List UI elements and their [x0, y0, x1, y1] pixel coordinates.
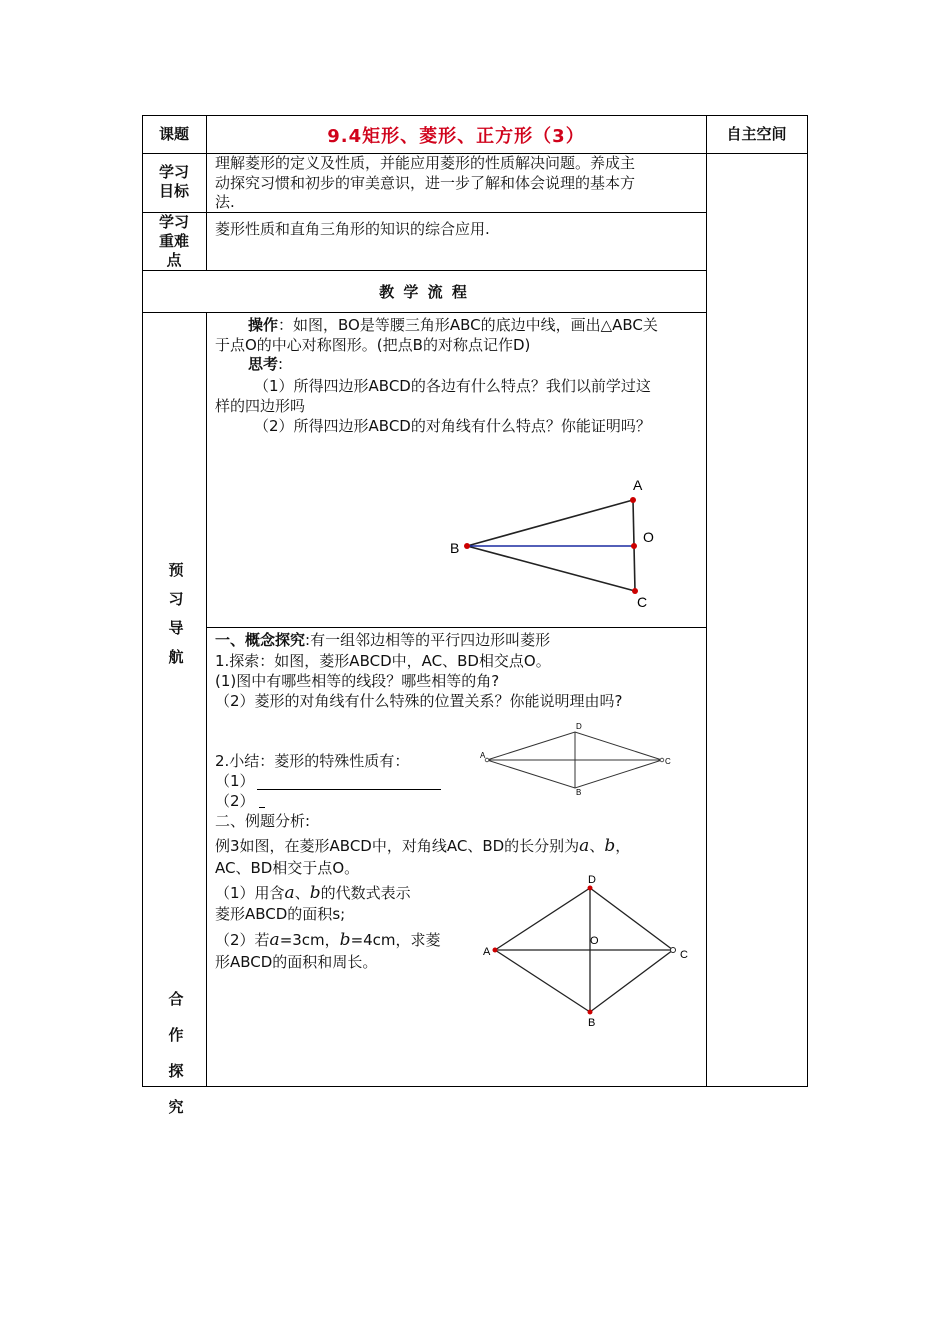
objectives-line-1: 理解菱形的定义及性质，并能应用菱形的性质解决问题。养成主 [215, 154, 636, 172]
variable-b: b [309, 883, 321, 903]
small-label-d: D [576, 722, 582, 731]
operation-text: ：如图，BO是等腰三角形ABC的底边中线，画出△ABC关 [278, 316, 658, 334]
variable-a: a [269, 930, 280, 950]
objectives-line-2: 动探究习惯和初步的审美意识，进一步了解和体会说理的基本方 [215, 174, 636, 192]
example-question-1-line-2: 菱形ABCD的面积s; [215, 905, 346, 923]
summary-item-2: （2） [215, 792, 255, 810]
think-title: 思考 [248, 355, 279, 373]
big-label-a: A [483, 946, 491, 958]
operation-title: 操作 [248, 316, 279, 334]
question-1-line-2: 样的四边形吗 [215, 397, 306, 415]
ex-q2-b-value: =4cm，求菱 [350, 931, 441, 949]
label-a: A [633, 477, 643, 493]
free-space-label: 自主空间 [726, 125, 787, 143]
label-o: O [643, 529, 654, 545]
example-title: 二、例题分析: [215, 812, 311, 830]
separator: 、 [294, 884, 310, 902]
small-label-b: B [576, 788, 582, 797]
small-label-c: C [665, 757, 671, 766]
example-question-2-line-2: 形ABCD的面积和周长。 [215, 953, 378, 971]
variable-a: a [284, 883, 295, 903]
big-label-o: O [590, 935, 599, 947]
difficulty-label: 学习重难点 [158, 213, 189, 269]
flow-header: 教 学 流 程 [379, 283, 469, 301]
example-text: 例3如图，在菱形ABCD中，对角线AC、BD的长分别为 [215, 837, 580, 855]
variable-b: b [339, 930, 351, 950]
explore-question-2: （2）菱形的对角线有什么特殊的位置关系？你能说明理由吗? [215, 692, 623, 710]
concept-text: :有一组邻边相等的平行四边形叫菱形 [305, 631, 551, 649]
cooperate-label: 合作探究 [168, 990, 184, 1116]
ex-q1-suffix: 的代数式表示 [320, 884, 411, 902]
variable-a: a [579, 836, 590, 856]
think-colon: : [278, 355, 284, 373]
preview-label: 预习导航 [168, 561, 184, 666]
objectives-line-3: 法. [215, 193, 235, 211]
label-b: B [450, 540, 460, 556]
course-label: 课题 [158, 125, 189, 143]
small-label-a: A [480, 751, 486, 760]
ex-q2-a-value: =3cm， [279, 931, 340, 949]
page-title: 9.4矩形、菱形、正方形（3） [327, 126, 585, 147]
question-1-line-1: （1）所得四边形ABCD的各边有什么特点？我们以前学过这 [254, 377, 651, 395]
question-2: （2）所得四边形ABCD的对角线有什么特点？你能证明吗？ [254, 417, 651, 435]
ex-q2-prefix: （2）若 [215, 931, 270, 949]
concept-title: 一、概念探究 [215, 631, 306, 649]
difficulty-text: 菱形性质和直角三角形的知识的综合应用. [215, 220, 490, 238]
summary-item-1: （1） [215, 772, 255, 790]
operation-line-2: 于点O的中心对称图形。(把点B的对称点记作D) [215, 336, 531, 354]
explore-question-1: (1)图中有哪些相等的线段？哪些相等的角? [215, 672, 500, 690]
ex-q1-prefix: （1）用含 [215, 884, 285, 902]
example-line-2: AC、BD相交于点O。 [215, 859, 360, 877]
summary-line: 2.小结：菱形的特殊性质有： [215, 752, 410, 770]
label-c: C [637, 594, 648, 610]
variable-b: b [604, 836, 616, 856]
explore-line: 1.探索：如图，菱形ABCD中，AC、BD相交点O。 [215, 652, 551, 670]
comma: ， [615, 837, 631, 855]
separator: 、 [589, 837, 605, 855]
objectives-label: 学习目标 [158, 163, 189, 200]
big-label-c: C [680, 949, 688, 961]
big-label-d: D [588, 874, 596, 886]
big-label-b: B [588, 1017, 596, 1029]
